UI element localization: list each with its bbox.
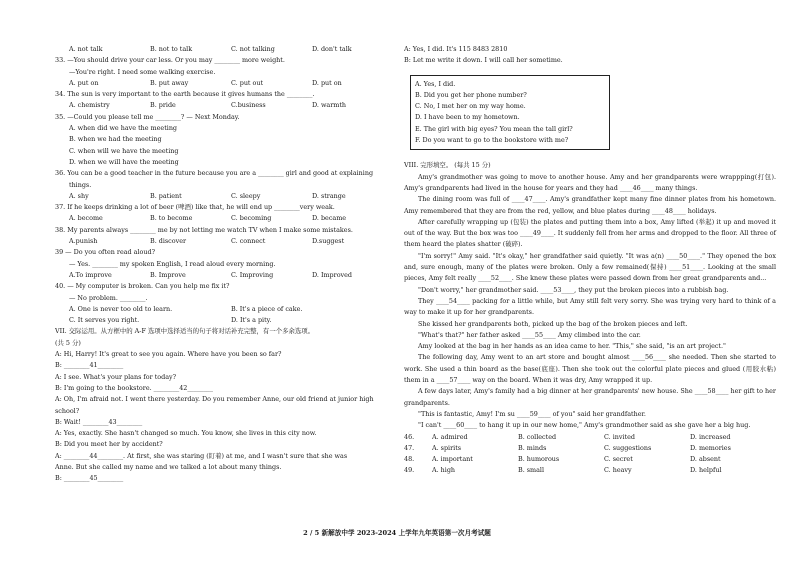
q40-line: 40. — My computer is broken. Can you help me fix it? (55, 282, 230, 291)
option: C. becoming (231, 214, 272, 223)
option: C. secret (604, 455, 633, 464)
box-option: D. I have been to my hometown. (415, 113, 520, 122)
question-number: 46. (404, 432, 415, 441)
option: B. patient (150, 191, 182, 200)
option: B. collected (518, 432, 557, 441)
option: C. Improving (231, 270, 274, 279)
dialogue-line: A: Yes, exactly. She hasn't changed so much. You know, she lives in this city now. (55, 429, 317, 438)
option: A. put on (69, 78, 99, 87)
option: D.suggest (312, 237, 345, 246)
option: C. invited (604, 432, 635, 441)
option: C. not talking (231, 45, 275, 53)
passage-paragraph: "This is fantastic, Amy! I'm su ____59____ of you" said her grandfather. (418, 409, 646, 418)
dialogue-line: school? (55, 406, 80, 415)
box-option: B. Did you get her phone number? (415, 90, 527, 99)
box-option: F. Do you want to go to the bookstore with me? (415, 136, 569, 145)
option: B. discover (150, 237, 187, 246)
box-option: E. The girl with big eyes? You mean the tall girl? (415, 124, 573, 133)
passage-paragraph: Amy looked at the bag in her hands as an idea came to her. "This," she said, "is an art project." (418, 342, 726, 351)
box-option: C. No, I met her on my way home. (415, 102, 526, 111)
dialogue-line: A: Yes, I did. It's 115 8483 2810 (404, 45, 508, 53)
dialogue-line: B: Wait! ________43________ (55, 417, 143, 426)
option: B. pride (150, 101, 176, 110)
passage-paragraph: After carefully wrapping up (包装) the plates and putting them into a box, Amy lifted (举起) it up and moved it out of the way. But the box was too ____49____. It suddenly fell from her arms and dropped to the floor. All three of them heard the plates shatter (破碎). (404, 217, 776, 249)
section-8-heading: VIII. 完形填空。 (每共 15 分) (404, 161, 491, 170)
q38-options (55, 236, 393, 247)
option: D. strange (312, 191, 346, 200)
question-number: 48. (404, 455, 415, 464)
dialogue-line: B: ________41________ (55, 361, 124, 370)
q39-line: — Yes. ________ my spoken English, I read aloud every morning. (69, 259, 276, 268)
dialogue-line: A: ________44________. At first, she was staring (盯着) at me, and I wasn't sure that she was (55, 451, 348, 460)
question-number: 47. (404, 443, 415, 452)
cloze-options (404, 432, 776, 477)
option: A. admired (432, 432, 468, 441)
option: B. humorous (518, 455, 560, 464)
passage-paragraph: She kissed her grandparents both, picked up the bag of the broken pieces and left. (418, 319, 688, 328)
q38-line: 38. My parents always ________ me by not letting me watch TV when I make some mistakes. (55, 225, 353, 234)
option: C. heavy (604, 466, 632, 475)
option: D. memories (690, 443, 731, 452)
passage-paragraph: "Don't worry," her grandmother said. ____53____, they put the broken pieces into a rubbish bag. (418, 285, 729, 294)
q33-line: —You're right. I need some walking exercise. (69, 67, 216, 76)
q36-options (55, 191, 393, 202)
q37-options (55, 213, 393, 224)
q40-options (55, 315, 393, 326)
q34-line: 34. The sun is very important to the earth because it gives humans the ________. (55, 90, 315, 99)
option: A. important (432, 455, 473, 464)
option: A. spirits (432, 443, 462, 452)
q32-options (55, 44, 393, 55)
question-number: 49. (404, 466, 415, 475)
option: C. sleepy (231, 191, 261, 200)
option: D. absent (690, 455, 721, 464)
q33-line: 33. —You should drive your car less. Or you may ________ more weight. (55, 56, 285, 65)
option: D. don't talk (312, 45, 352, 53)
option: D. Improved (312, 270, 353, 279)
option: B. put away (150, 78, 189, 87)
option: D. warmth (312, 101, 347, 110)
dialogue-line: B: Let me write it down. I will call her sometime. (404, 56, 563, 65)
passage-paragraph: The following day, Amy went to an art store and bought almost ____56____ she needed. Then she started to work. She used a thin board as the base(底座). Then she took out the colorful plate pieces and glued (用胶水粘) them in a ____57____ way on the board. When it was dry, Amy wrapped it up. (404, 353, 776, 385)
option: D. became (312, 214, 347, 223)
dialogue-line: A: Oh, I'm afraid not. I went there yesterday. Do you remember Anne, our old friend at junior high (55, 395, 374, 404)
q39-options (55, 270, 393, 281)
dialogue-line: A: I see. What's your plans for today? (55, 372, 177, 381)
option: C. connect (231, 237, 266, 246)
dialogue-line: B: Did you meet her by accident? (55, 440, 163, 449)
passage-paragraph: "What's that?" her father asked ____55____ Amy climbed into the car. (418, 330, 641, 339)
option: C. when will we have the meeting (69, 146, 179, 155)
q40-options (55, 304, 393, 315)
q40-line: — No problem. ________. (69, 293, 148, 302)
left-column (55, 44, 393, 485)
passage-paragraph: The dining room was full of ____47____. Amy's grandfather kept many fine dinner plates from his hometown. Amy remembered that they are from the red, yellow, and blue plates during ____48____ holidays. (404, 195, 776, 215)
option: B. when we had the meeting (69, 135, 162, 144)
dialogue-line: Anne. But she called my name and we talked a lot about many things. (55, 462, 282, 471)
option: B. minds (518, 443, 547, 452)
option: B. It's a piece of cake. (231, 304, 303, 313)
option: A. become (69, 214, 103, 223)
option: A.punish (69, 237, 98, 246)
q35-line: 35. —Could you please tell me ________? — Next Monday. (55, 112, 240, 121)
q36-line: things. (69, 180, 92, 189)
section-7-heading: (共 5 分) (55, 338, 81, 347)
option: B. Improve (150, 270, 186, 279)
option: A. One is never too old to learn. (69, 304, 173, 313)
option: D. It's a pity. (231, 316, 272, 325)
option: D. when we will have the meeting (69, 157, 179, 166)
q39-line: 39 — Do you often read aloud? (55, 248, 156, 257)
option: A. when did we have the meeting (69, 124, 178, 133)
answer-options-box (410, 75, 610, 151)
q34-options (55, 100, 393, 111)
passage-paragraph: Amy's grandmother was going to move to another house. Amy and her grandparents were wrappping(打包). Amy's grandparents had lived in the house for years and they had ____46____ many things. (404, 172, 776, 192)
box-option: A. Yes, I did. (415, 79, 456, 88)
option: A. chemistry (69, 101, 110, 110)
dialogue-line: B: ________45________ (55, 474, 124, 483)
option: B. small (518, 466, 544, 475)
option: C. It serves you right. (69, 316, 140, 325)
q33-options (55, 78, 393, 89)
page-footer: 2 / 5 新解放中学 2023-2024 上学年九年英语第一次月考试题 (303, 529, 491, 537)
option: A. not talk (69, 45, 103, 53)
q37-line: 37. If he keeps drinking a lot of beer (啤酒) like that, he will end up ________very weak. (55, 203, 335, 212)
section-7-heading: VII. 交际运用。从方框中的 A-F 选项中选择适当的句子将对话补充完整，有一个多余选项。 (55, 327, 315, 336)
right-column (404, 44, 776, 477)
option: A. high (432, 466, 456, 475)
passage-paragraph: "I can't ____60____ to hang it up in our new home," Amy's grandmother said as she gave her a big hug. (418, 421, 751, 430)
passage-paragraph: They ____54____ packing for a little while, but Amy still felt very sorry. She was trying very hard to think of a way to make it up for her grandparents. (404, 296, 776, 317)
option: B. to become (150, 214, 193, 223)
option: C. put out (231, 78, 264, 87)
q36-line: 36. You can be a good teacher in the future because you are a ________ girl and good at explaining (55, 169, 374, 178)
passage-paragraph: "I'm sorry!" Amy said. "It's okay," her grandfather said quietly. "It was a(n) ____50____." They opened the box and, sure enough, many of the plates were broken. Only a few remained(保持) ____51____. Looking at the small pieces, Amy felt really ____52____. She knew these plates were passed down from her great grandparents and... (404, 251, 776, 283)
dialogue-line: B: I'm going to the bookstore. ________42________ (55, 383, 213, 392)
option: B. not to talk (150, 45, 193, 53)
passage-paragraph: A few days later, Amy's family had a big dinner at her grandparents' new house. She ____58____ her gift to her grandparents. (404, 387, 776, 407)
option: A.To improve (69, 270, 112, 279)
option: A. shy (69, 191, 89, 200)
option: D. helpful (690, 466, 722, 475)
option: C.business (231, 101, 266, 110)
option: D. put on (312, 78, 342, 87)
option: C. suggestions (604, 443, 652, 452)
option: D. increased (690, 432, 731, 441)
dialogue-line: A: Hi, Harry! It's great to see you again. Where have you been so far? (55, 350, 282, 359)
